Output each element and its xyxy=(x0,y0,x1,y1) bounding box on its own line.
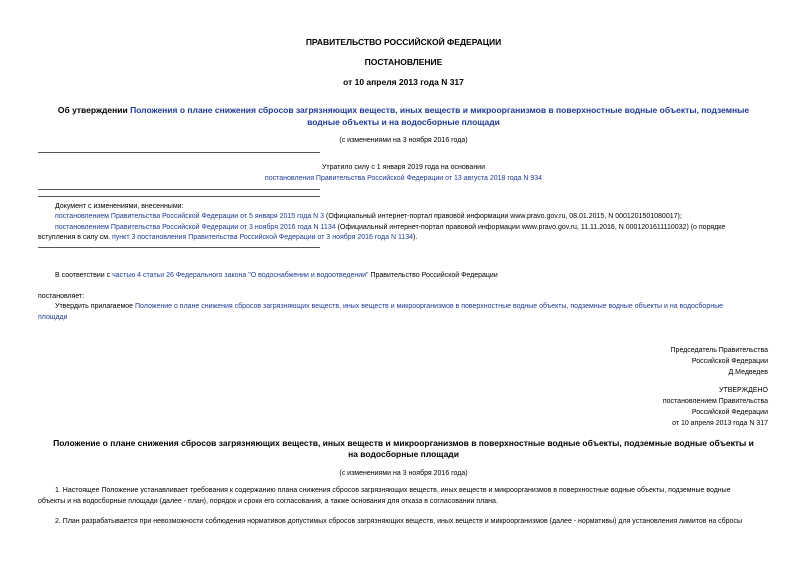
resolves-text: постановляет: xyxy=(38,293,85,300)
expired-basis xyxy=(0,175,807,182)
title-regulation-link-cont[interactable]: водные объекты и на водосборные площади xyxy=(307,117,500,127)
signature-name: Д.Медведев xyxy=(728,369,768,376)
approved-date: от 10 апреля 2013 года N 317 xyxy=(672,420,768,427)
expired-notice: Утратило силу с 1 января 2019 года на основании xyxy=(321,164,486,171)
amendment-note: вступления в силу см. xyxy=(38,234,113,241)
divider xyxy=(38,189,320,190)
legal-basis-pre: В соответствии с xyxy=(55,272,113,279)
amendment-source: (Официальный интернет-портал правовой информации www.pravo.gov.ru, 08.01.2015, N 0001201501080017); xyxy=(324,213,682,220)
approval-stamp xyxy=(663,385,768,429)
approved-by: постановлением Правительства xyxy=(662,398,768,405)
signature-position: Председатель Правительства xyxy=(670,347,768,354)
paragraph-1-cont: объекты и на водосборные площади (далее - план), порядок и сроки его согласования, а также основания для отказа в согласовании плана. xyxy=(38,498,498,505)
expired-basis-link[interactable]: постановления Правительства Российской Федерации от 13 августа 2018 года N 934 xyxy=(264,175,543,182)
amendment-item xyxy=(55,224,768,231)
divider xyxy=(38,196,320,197)
edition-note: (с изменениями на 3 ноября 2016 года) xyxy=(339,137,468,144)
amendment-source: (Официальный интернет-портал правовой информации www.pravo.gov.ru, 11.11.2016, N 0001201611110032) (о порядке xyxy=(335,224,726,231)
regulation-edition-note: (с изменениями на 3 ноября 2016 года) xyxy=(339,470,468,477)
approve-clause xyxy=(55,303,723,310)
approved-label: УТВЕРЖДЕНО xyxy=(718,387,768,394)
paragraph-1: 1. Настоящее Положение устанавливает требования к содержанию плана снижения сбросов загрязняющих веществ, иных веществ и микроорганизмов в поверхностные водные объекты, подземные водные xyxy=(55,487,731,494)
amendments-intro: Документ с изменениями, внесенными: xyxy=(55,203,184,210)
approve-pre: Утвердить прилагаемое xyxy=(55,303,136,310)
title-regulation-link[interactable]: Положения о плане снижения сбросов загрязняющих веществ, иных веществ и микроорганизмов в поверхностные водные объекты, подземные xyxy=(130,105,750,115)
amendment-entry-link[interactable]: пункт 3 постановления Правительства Российской Федерации от 3 ноября 2016 года N 1134 xyxy=(112,234,413,241)
document-type: ПОСТАНОВЛЕНИЕ xyxy=(364,57,443,67)
amendment-item-cont xyxy=(38,234,417,241)
legal-basis-post: Правительство Российской Федерации xyxy=(368,272,498,279)
document-date-number: от 10 апреля 2013 года N 317 xyxy=(343,77,464,87)
amendment-note-end: ). xyxy=(413,234,418,241)
regulation-title-line2: на водосборные площади xyxy=(348,449,459,459)
title-prefix: Об утверждении xyxy=(57,105,131,115)
approved-organization: Российской Федерации xyxy=(691,409,768,416)
signature-organization: Российской Федерации xyxy=(691,358,768,365)
legal-basis xyxy=(55,272,498,279)
approve-regulation-link-cont[interactable]: площади xyxy=(38,314,68,321)
paragraph-2: 2. План разрабатывается при невозможности соблюдения нормативов допустимых сбросов загрязняющих веществ, иных веществ и микроорганизмов (далее - нормативы) для установления лимитов на сбросы xyxy=(55,518,742,525)
signature-block xyxy=(671,345,768,378)
amendment-link[interactable]: постановлением Правительства Российской Федерации от 3 ноября 2016 года N 1134 xyxy=(55,224,336,231)
document-title-line1 xyxy=(0,105,807,115)
approve-regulation-link[interactable]: Положение о плане снижения сбросов загрязняющих веществ, иных веществ и микроорганизмов в поверхностные водные объекты, подземные водные объекты и на водосборные xyxy=(135,303,724,310)
divider xyxy=(38,247,320,248)
amendment-item xyxy=(55,213,682,220)
amendment-link[interactable]: постановлением Правительства Российской Федерации от 5 января 2015 года N 3 xyxy=(55,213,325,220)
government-heading: ПРАВИТЕЛЬСТВО РОССИЙСКОЙ ФЕДЕРАЦИИ xyxy=(305,37,502,47)
approve-clause-cont xyxy=(38,314,68,321)
document-title-line2 xyxy=(0,117,807,127)
regulation-title-line1: Положение о плане снижения сбросов загрязняющих веществ, иных веществ и микроорганизмов в поверхностные водные объекты, подземные водные объекты и xyxy=(53,438,754,448)
legal-basis-link[interactable]: частью 4 статьи 26 Федерального закона "О водоснабжении и водоотведении" xyxy=(112,272,369,279)
divider xyxy=(38,152,320,153)
